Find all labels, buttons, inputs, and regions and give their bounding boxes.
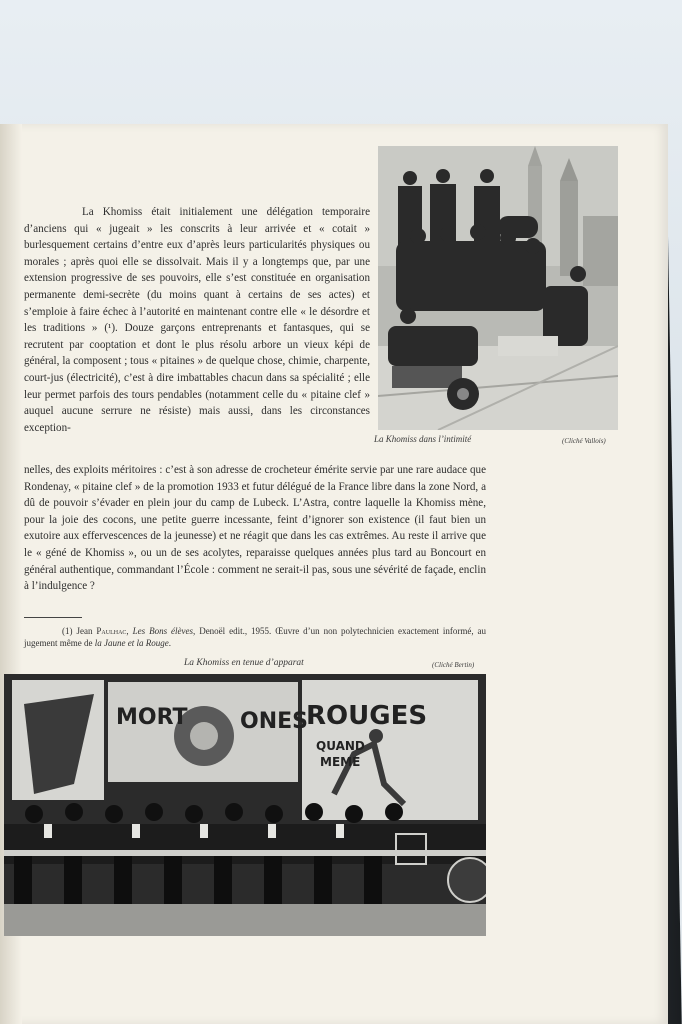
wide-paragraph: nelles, des exploits méritoires : c’est à son adresse de crocheteur émérite servie par une rare audace que Rondenay, « pitaine clef » de la promotion 1933 et futur délégué de la France libre dans la zone Nord, a dû de pouvoir s’évader en plein jour du camp de Lubeck. L’Astra, contre laquelle la Khomiss mène, pour la joie des cocons, une petite guerre incessante, feint d’ignorer son existence (il faut bien un exutoire aux effervescences de la jeunesse) et ne réagit que dans les cas extrêmes. Au reste il arrive que le « géné de Khomiss », ou un de ses acolytes, reparaisse quelques années plus tard au Boncourt en général authentique, commandant l’École : comment ne serait-il pas, sous une sévérité de façade, enclin à l’indulgence ? xyxy=(24,464,486,593)
footnote-publisher: , Denoël edit., 1955. Œuvre d’un non polytechnicien exactement informé, au jugement même de xyxy=(24,626,487,648)
banner-sub2-text: MEME xyxy=(320,755,361,769)
footnote-author-first: Jean xyxy=(76,626,93,636)
banner-right-text: ROUGES xyxy=(306,701,428,731)
main-paragraph: La Khomiss était initialement une délégation temporaire d’anciens qui « jugeait » les conscrits à leur arrivée et « cotait » burlesquement certains d’entre eux d’après leurs particularités physiques ou morales ; après quoi elle se dissolvait. Mais il y a longtemps que, par une extension progressive de ses pouvoirs, elle s’est constituée en organisation permanente demi-secrète (du moins quant à certains de ses actes) et s’emploie à faire échec à l’autorité en maintenant contre elle « le désordre et les traditions » (¹). Douze garçons entreprenants et fantasques, qui se recrutent par cooptation et dont le plus résolu arbore un vieux képi de général, la composent ; tous « pitaines » de quelque chose, chimie, charpente, court-jus (électricité), c’est à dire imbattables chacun dans sa spécialité ; elle leur permet parfois des tours pendables (notamment celle du « pitaine clef » auquel aucune serrure ne résiste) mais aussi, dans les circonstances exception- xyxy=(24,206,370,434)
photo-top-caption: La Khomiss dans l’intimité xyxy=(374,434,472,444)
footnote: (1) Jean Paulhac, Les Bons élèves, Denoël edit., 1955. Œuvre d’un non polytechnicien exactement informé, au jugement même de la Jaune et la Rouge. xyxy=(24,626,487,648)
photo-khomiss-apparat xyxy=(4,674,486,936)
footnote-number: (1) xyxy=(62,626,73,636)
footnote-rule xyxy=(24,617,82,618)
footnote-book-title: Les Bons élèves xyxy=(132,626,193,636)
photo-bottom-caption: La Khomiss en tenue d’apparat xyxy=(184,658,304,668)
main-paragraph-column xyxy=(24,204,370,436)
banner-sub1-text: QUAND xyxy=(316,739,365,753)
wide-paragraph-column xyxy=(24,462,486,595)
footnote-author-last: Paulhac xyxy=(96,626,127,636)
photo-bottom-credit: (Cliché Bertin) xyxy=(432,661,475,669)
photo-top-credit: (Cliché Vallois) xyxy=(562,437,606,445)
footnote-ref-title: la Jaune et la Rouge xyxy=(94,638,169,648)
photo-khomiss-intimite xyxy=(378,146,618,430)
footnote-end: . xyxy=(168,638,171,648)
banner-middle-text: ONES xyxy=(240,709,308,734)
banner-left-text: MORT xyxy=(116,705,188,730)
